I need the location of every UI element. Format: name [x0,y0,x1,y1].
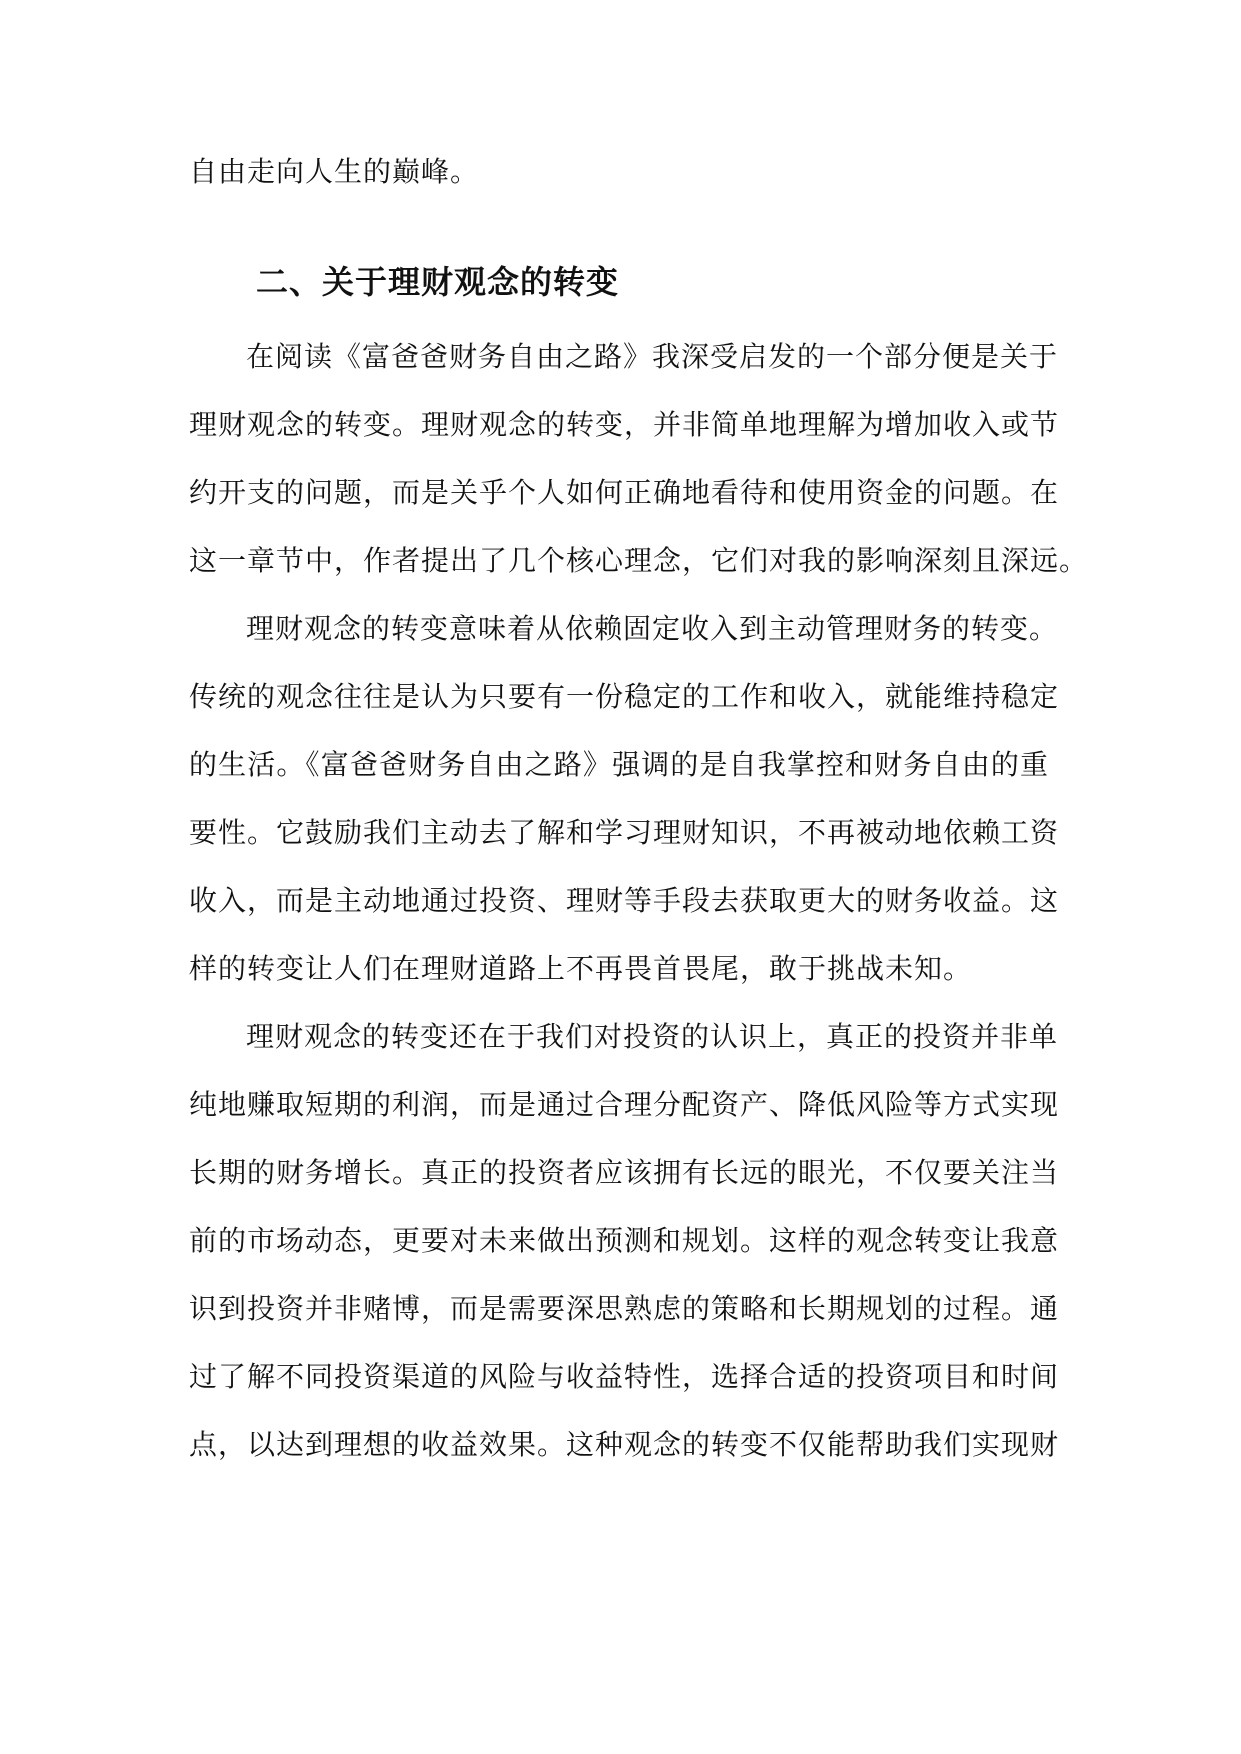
paragraph-line: 这一章节中，作者提出了几个核心理念，它们对我的影响深刻且深远。 [189,544,1089,577]
paragraph-line: 理财观念的转变还在于我们对投资的认识上，真正的投资并非单 [246,1020,1059,1053]
paragraph-line: 在阅读《富爸爸财务自由之路》我深受启发的一个部分便是关于 [246,340,1059,373]
paragraph-line: 的生活。《富爸爸财务自由之路》强调的是自我掌控和财务自由的重 [189,748,1049,781]
paragraph-line: 纯地赚取短期的利润，而是通过合理分配资产、降低风险等方式实现 [189,1088,1060,1121]
paragraph-line: 传统的观念往往是认为只要有一份稳定的工作和收入，就能维持稳定 [189,680,1060,713]
paragraph-line: 理财观念的转变。理财观念的转变，并非简单地理解为增加收入或节 [189,408,1060,441]
paragraph-line: 约开支的问题，而是关乎个人如何正确地看待和使用资金的问题。在 [189,476,1060,509]
paragraph-line: 过了解不同投资渠道的风险与收益特性，选择合适的投资项目和时间 [189,1360,1060,1393]
intro-continuation-line: 自由走向人生的巅峰。 [189,155,480,188]
paragraph-line: 收入，而是主动地通过投资、理财等手段去获取更大的财务收益。这 [189,884,1060,917]
paragraph-line: 长期的财务增长。真正的投资者应该拥有长远的眼光，不仅要关注当 [189,1156,1060,1189]
paragraph-line: 理财观念的转变意味着从依赖固定收入到主动管理财务的转变。 [246,612,1059,645]
paragraph-line: 点，以达到理想的收益效果。这种观念的转变不仅能帮助我们实现财 [189,1428,1060,1461]
section-heading: 二、关于理财观念的转变 [256,263,620,301]
paragraph-line: 要性。它鼓励我们主动去了解和学习理财知识，不再被动地依赖工资 [189,816,1060,849]
paragraph-line: 识到投资并非赌博，而是需要深思熟虑的策略和长期规划的过程。通 [189,1292,1060,1325]
paragraph-line: 前的市场动态，更要对未来做出预测和规划。这样的观念转变让我意 [189,1224,1060,1257]
paragraph-line: 样的转变让人们在理财道路上不再畏首畏尾，敢于挑战未知。 [189,952,973,985]
